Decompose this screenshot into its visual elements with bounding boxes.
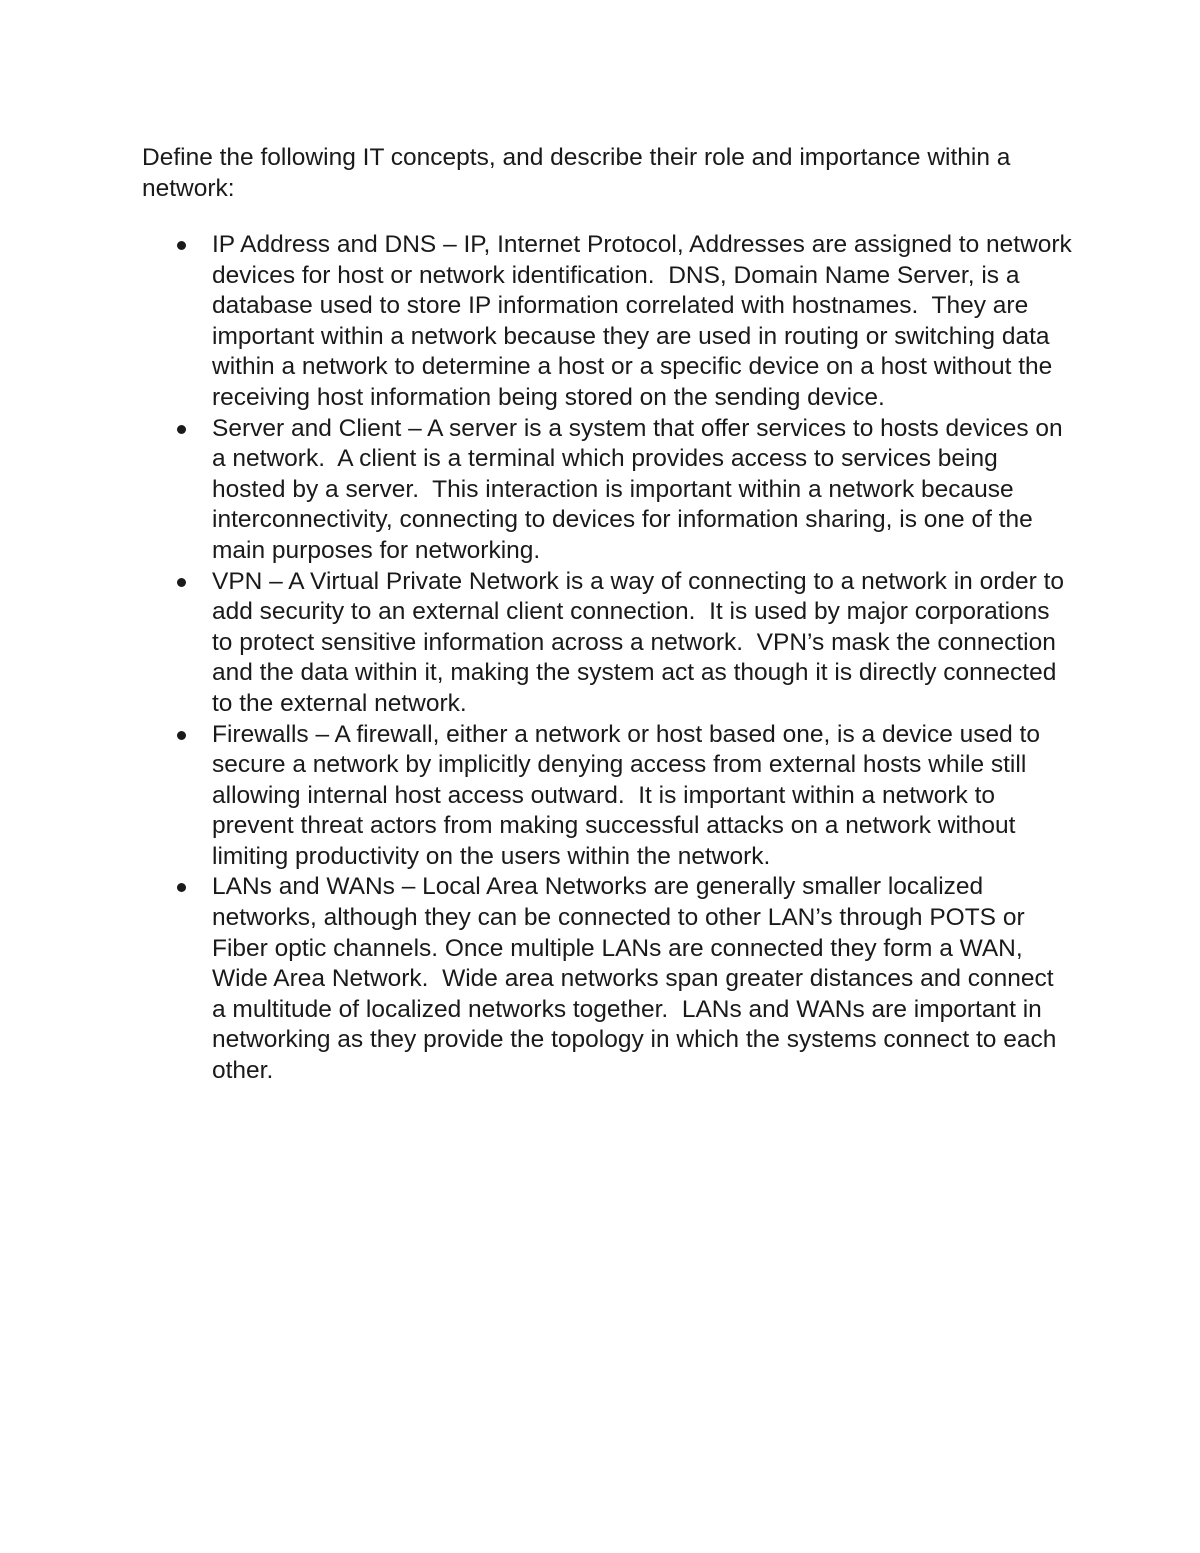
list-item-text: LANs and WANs – Local Area Networks are generally smaller localized networks, although they can be connected to other LAN’s through POTS or Fiber optic channels. Once multiple LANs are connected they form a WAN, Wide Area Network. Wide area networks span greater distances and connect a multitude of localized networks together. LANs and WANs are important in networking as they provide the topology in which the systems connect to each other. bbox=[212, 873, 1064, 1085]
list-item bbox=[142, 230, 1079, 414]
list-item bbox=[142, 414, 1072, 567]
list-item-text: Firewalls – A firewall, either a network or host based one, is a device used to secure a network by implicitly denying access from external hosts while still allowing internal host access outward. It is important within a network to prevent threat actors from making successful attacks on a network without limiting productivity on the users within the network. bbox=[212, 720, 1047, 870]
list-item-text: IP Address and DNS – IP, Internet Protocol, Addresses are assigned to network devices for host or network identification. DNS, Domain Name Server, is a database used to store IP information correlated with hostnames. They are important within a network because they are used in routing or switching data within a network to determine a host or a specific device on a host without the receiving host information being stored on the sending device. bbox=[212, 231, 1079, 411]
bullet-icon bbox=[177, 883, 186, 892]
list-item bbox=[142, 872, 1072, 1086]
list-item-text: Server and Client – A server is a system that offer services to hosts devices on a network. A client is a terminal which provides access to services being hosted by a server. This interaction is important within a network because interconnectivity, connecting to devices for information sharing, is one of the main purposes for networking. bbox=[212, 414, 1070, 564]
bullet-icon bbox=[177, 731, 186, 740]
list-item bbox=[142, 567, 1072, 720]
bullet-icon bbox=[177, 425, 186, 434]
bullet-icon bbox=[177, 578, 186, 587]
list-item-text: VPN – A Virtual Private Network is a way of connecting to a network in order to add security to an external client connection. It is used by major corporations to protect sensitive information across a network. VPN’s mask the connection and the data within it, making the system act as though it is directly connected to the external network. bbox=[212, 567, 1071, 717]
bullet-icon bbox=[177, 241, 186, 250]
intro-paragraph: Define the following IT concepts, and describe their role and importance within a network: bbox=[142, 144, 1011, 202]
concept-list bbox=[142, 230, 1079, 1087]
list-item bbox=[142, 720, 1072, 873]
